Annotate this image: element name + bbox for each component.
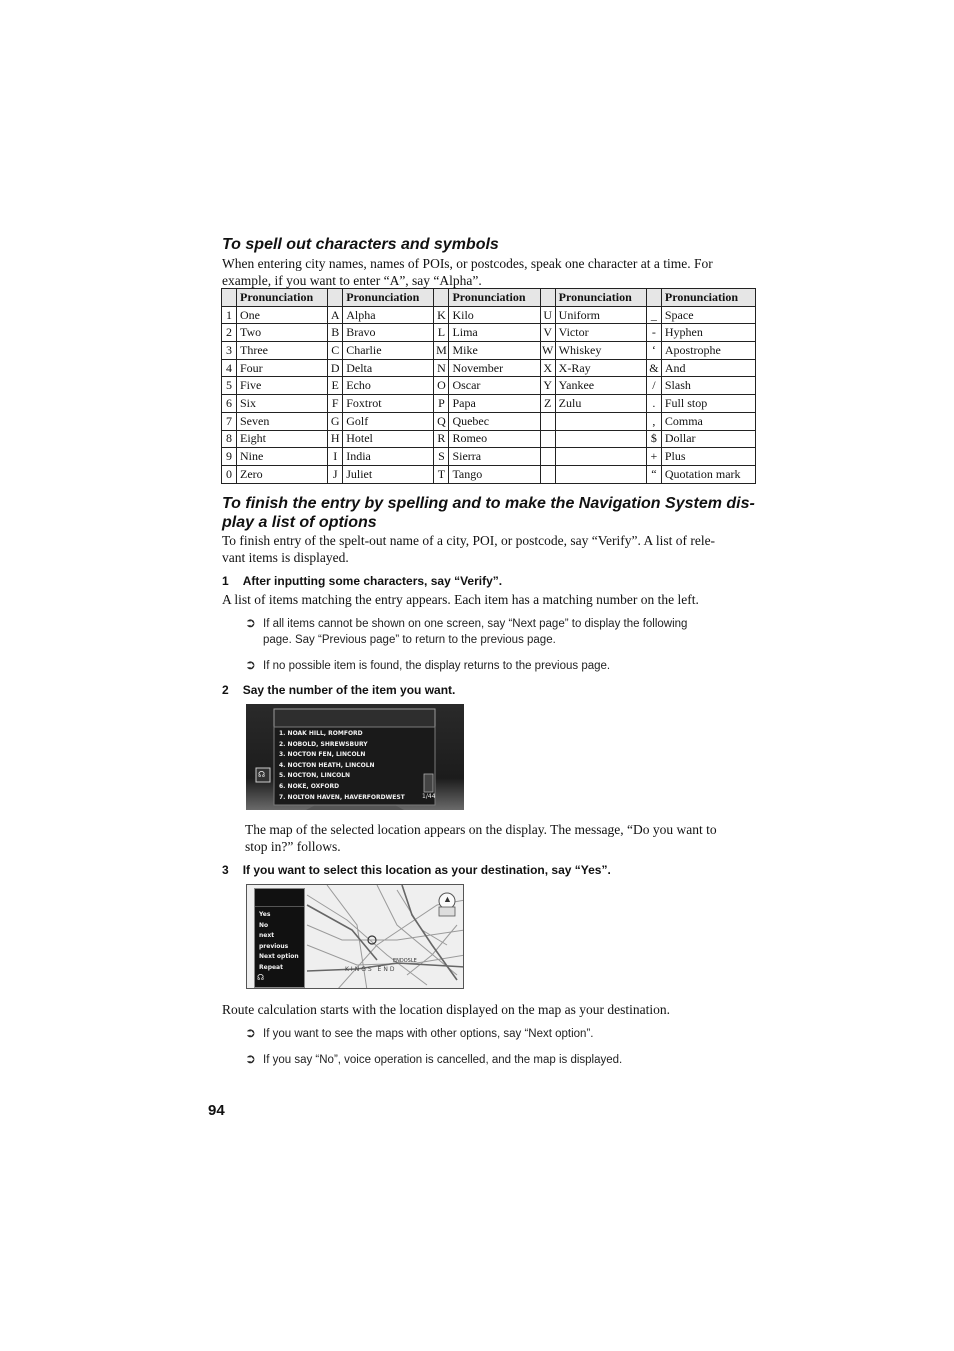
- table-word-cell: November: [449, 359, 540, 377]
- table-word-cell: Dollar: [661, 430, 755, 448]
- page-number: 94: [208, 1102, 225, 1119]
- table-row: [222, 306, 756, 324]
- table-word-cell: Romeo: [449, 430, 540, 448]
- step-2-heading: 2 Say the number of the item you want.: [222, 683, 456, 697]
- section-title-finish-entry: To finish the entry by spelling and to make the Navigation System dis- play a list of options: [222, 495, 755, 531]
- table-word-cell: Apostrophe: [661, 342, 755, 360]
- table-character-cell: [540, 412, 555, 430]
- table-character-cell: $: [646, 430, 661, 448]
- note-arrow-icon: ➲: [245, 657, 256, 672]
- table-character-cell: B: [328, 324, 343, 342]
- table-character-cell: 8: [222, 430, 237, 448]
- table-word-cell: Two: [237, 324, 328, 342]
- table-word-cell: Lima: [449, 324, 540, 342]
- table-word-cell: Nine: [237, 448, 328, 466]
- table-character-cell: “: [646, 465, 661, 483]
- table-character-cell: Q: [434, 412, 449, 430]
- menu-item-previous[interactable]: previous: [259, 942, 289, 950]
- table-character-cell: O: [434, 377, 449, 395]
- table-character-cell: 6: [222, 395, 237, 413]
- table-character-cell: 9: [222, 448, 237, 466]
- table-word-cell: Full stop: [661, 395, 755, 413]
- navigation-map-screen: [246, 884, 464, 989]
- table-row: [222, 395, 756, 413]
- table-character-cell: &: [646, 359, 661, 377]
- table-word-cell: Foxtrot: [343, 395, 434, 413]
- voice-icon: ☊: [257, 973, 265, 982]
- table-word-cell: Kilo: [449, 306, 540, 324]
- table-character-cell: V: [540, 324, 555, 342]
- pronunciation-table: [221, 288, 756, 484]
- table-character-cell: N: [434, 359, 449, 377]
- map-label-kings-end: KINGS END: [345, 966, 397, 973]
- list-item[interactable]: 2. NOBOLD, SHREWSBURY: [279, 740, 368, 748]
- table-header-cell: Pronunciation: [343, 289, 434, 307]
- table-character-cell: [540, 430, 555, 448]
- table-row: [222, 412, 756, 430]
- menu-item-no[interactable]: No: [259, 921, 269, 929]
- table-word-cell: Papa: [449, 395, 540, 413]
- table-word-cell: Bravo: [343, 324, 434, 342]
- table-character-cell: T: [434, 465, 449, 483]
- table-character-cell: A: [328, 306, 343, 324]
- table-character-cell: K: [434, 306, 449, 324]
- table-character-cell: [540, 448, 555, 466]
- note-no-cancel: ➲ If you say “No”, voice operation is cancelled, and the map is displayed.: [245, 1051, 623, 1066]
- table-word-cell: Eight: [237, 430, 328, 448]
- table-row: [222, 448, 756, 466]
- table-word-cell: X-Ray: [555, 359, 646, 377]
- step-3-body: Route calculation starts with the location displayed on the map as your destination.: [222, 1002, 671, 1017]
- compass-icon: ▲: [443, 894, 452, 904]
- table-character-cell: J: [328, 465, 343, 483]
- table-character-cell: 7: [222, 412, 237, 430]
- table-word-cell: Slash: [661, 377, 755, 395]
- table-character-cell: I: [328, 448, 343, 466]
- table-word-cell: [555, 465, 646, 483]
- table-word-cell: Charlie: [343, 342, 434, 360]
- table-character-cell: G: [328, 412, 343, 430]
- table-header-cell: Pronunciation: [661, 289, 755, 307]
- table-word-cell: Hyphen: [661, 324, 755, 342]
- table-word-cell: Quotation mark: [661, 465, 755, 483]
- table-word-cell: Golf: [343, 412, 434, 430]
- note-next-option: ➲ If you want to see the maps with other options, say “Next option”.: [245, 1025, 594, 1040]
- table-character-cell: ,: [646, 412, 661, 430]
- table-header-cell: Pronunciation: [555, 289, 646, 307]
- table-word-cell: Plus: [661, 448, 755, 466]
- table-character-cell: 4: [222, 359, 237, 377]
- table-row: [222, 359, 756, 377]
- table-character-cell: U: [540, 306, 555, 324]
- table-word-cell: Three: [237, 342, 328, 360]
- table-word-cell: Seven: [237, 412, 328, 430]
- step-1-body: A list of items matching the entry appears. Each item has a matching number on the left.: [222, 592, 699, 607]
- table-word-cell: Four: [237, 359, 328, 377]
- table-word-cell: Quebec: [449, 412, 540, 430]
- table-character-cell: 3: [222, 342, 237, 360]
- table-row: [222, 324, 756, 342]
- table-word-cell: [555, 412, 646, 430]
- table-word-cell: Alpha: [343, 306, 434, 324]
- note-arrow-icon: ➲: [245, 615, 256, 630]
- list-item[interactable]: 7. NOLTON HAVEN, HAVERFORDWEST: [279, 793, 405, 801]
- table-word-cell: Hotel: [343, 430, 434, 448]
- list-item[interactable]: 3. NOCTON FEN, LINCOLN: [279, 751, 366, 759]
- table-row: [222, 465, 756, 483]
- section-title-spell-out: To spell out characters and symbols: [222, 236, 499, 253]
- table-character-cell: L: [434, 324, 449, 342]
- page-indicator: 1/44: [422, 793, 436, 800]
- table-character-cell: X: [540, 359, 555, 377]
- table-header-cell: Pronunciation: [237, 289, 328, 307]
- menu-item-next[interactable]: next: [259, 932, 275, 939]
- table-character-cell: F: [328, 395, 343, 413]
- table-word-cell: Space: [661, 306, 755, 324]
- table-word-cell: Mike: [449, 342, 540, 360]
- table-header-row: [222, 289, 756, 307]
- table-word-cell: Echo: [343, 377, 434, 395]
- table-word-cell: Juliet: [343, 465, 434, 483]
- table-character-cell: +: [646, 448, 661, 466]
- table-word-cell: Zulu: [555, 395, 646, 413]
- table-word-cell: Sierra: [449, 448, 540, 466]
- table-word-cell: [555, 448, 646, 466]
- table-word-cell: One: [237, 306, 328, 324]
- table-character-cell: -: [646, 324, 661, 342]
- table-character-cell: D: [328, 359, 343, 377]
- table-word-cell: Oscar: [449, 377, 540, 395]
- table-word-cell: Five: [237, 377, 328, 395]
- table-word-cell: Victor: [555, 324, 646, 342]
- navigation-list-screen: [246, 704, 464, 810]
- note-next-page: ➲ If all items cannot be shown on one screen, say “Next page” to display the following page. Say “Previous page” to return to the previous page.: [245, 615, 688, 646]
- table-character-cell: H: [328, 430, 343, 448]
- table-character-cell: S: [434, 448, 449, 466]
- section-intro-spell-out: When entering city names, names of POIs, or postcodes, speak one character at a time. For example, if you want to enter “A”, say “Alpha”.: [222, 256, 713, 288]
- menu-item-yes[interactable]: Yes: [259, 911, 271, 918]
- step-1-heading: 1 After inputting some characters, say “Verify”.: [222, 574, 503, 588]
- table-character-cell: ‘: [646, 342, 661, 360]
- table-word-cell: Uniform: [555, 306, 646, 324]
- table-character-cell: 1: [222, 306, 237, 324]
- table-word-cell: Whiskey: [555, 342, 646, 360]
- note-no-item: ➲ If no possible item is found, the display returns to the previous page.: [245, 657, 611, 672]
- table-word-cell: Delta: [343, 359, 434, 377]
- menu-item-next-option[interactable]: Next option: [259, 953, 299, 960]
- table-character-cell: _: [646, 306, 661, 324]
- map-label-road: ENDOSLE: [393, 958, 417, 964]
- table-character-cell: 5: [222, 377, 237, 395]
- table-row: [222, 377, 756, 395]
- table-row: [222, 342, 756, 360]
- table-character-cell: Y: [540, 377, 555, 395]
- note-arrow-icon: ➲: [245, 1025, 256, 1040]
- table-character-cell: R: [434, 430, 449, 448]
- table-character-cell: [540, 465, 555, 483]
- menu-item-repeat[interactable]: Repeat: [259, 963, 283, 971]
- table-word-cell: India: [343, 448, 434, 466]
- table-word-cell: Yankee: [555, 377, 646, 395]
- step-2-body: The map of the selected location appears on the display. The message, “Do you want to stop in?” follows.: [245, 822, 717, 854]
- result-list: [279, 729, 405, 803]
- table-character-cell: 0: [222, 465, 237, 483]
- table-row: [222, 430, 756, 448]
- table-character-cell: .: [646, 395, 661, 413]
- list-item[interactable]: 1. NOAK HILL, ROMFORD: [279, 730, 363, 737]
- note-arrow-icon: ➲: [245, 1051, 256, 1066]
- table-word-cell: And: [661, 359, 755, 377]
- list-item[interactable]: 6. NOKE, OXFORD: [279, 782, 340, 790]
- table-character-cell: Z: [540, 395, 555, 413]
- list-item[interactable]: 5. NOCTON, LINCOLN: [279, 772, 351, 780]
- table-character-cell: /: [646, 377, 661, 395]
- table-character-cell: W: [540, 342, 555, 360]
- table-word-cell: Comma: [661, 412, 755, 430]
- table-character-cell: 2: [222, 324, 237, 342]
- table-header-cell: Pronunciation: [449, 289, 540, 307]
- voice-icon: ☊: [258, 770, 266, 779]
- table-word-cell: Six: [237, 395, 328, 413]
- list-item[interactable]: 4. NOCTON HEATH, LINCOLN: [279, 761, 375, 769]
- table-character-cell: C: [328, 342, 343, 360]
- step-3-heading: 3 If you want to select this location as your destination, say “Yes”.: [222, 863, 611, 877]
- table-character-cell: P: [434, 395, 449, 413]
- table-word-cell: Tango: [449, 465, 540, 483]
- table-character-cell: M: [434, 342, 449, 360]
- table-word-cell: Zero: [237, 465, 328, 483]
- table-word-cell: [555, 430, 646, 448]
- section-intro-finish-entry: To finish entry of the spelt-out name of a city, POI, or postcode, say “Verify”. A list of rele- vant items is displayed.: [222, 533, 716, 565]
- table-character-cell: E: [328, 377, 343, 395]
